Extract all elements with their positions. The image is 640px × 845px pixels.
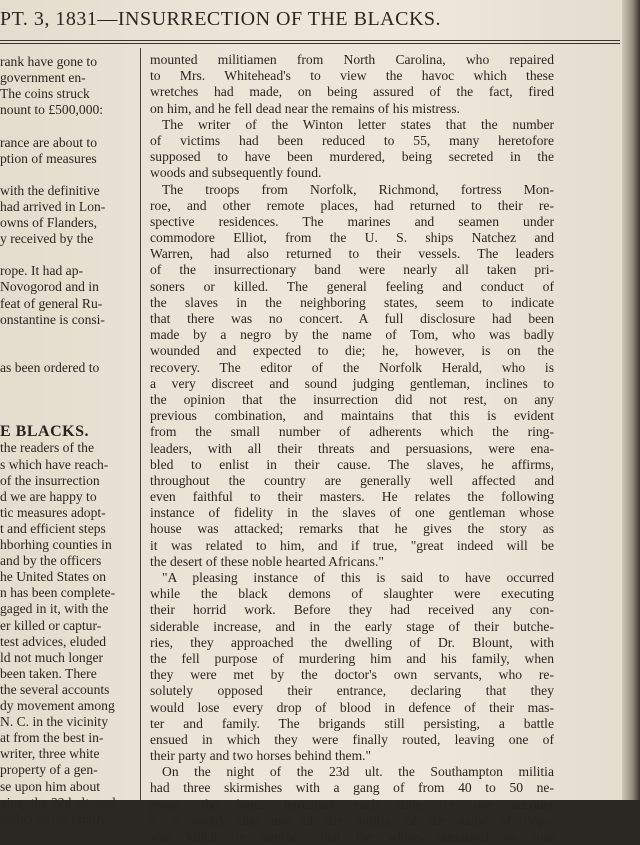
article-line: throughout the country are generally well affected and: [150, 472, 554, 488]
article-line: ries, they approached the dwelling of Dr. Blount, with: [150, 634, 554, 650]
left-column-line: dy movement among: [0, 698, 115, 713]
article-line: ensued in which they were finally routed, leaving one of: [150, 731, 554, 747]
left-column-line: rope. It had ap-: [0, 263, 84, 279]
left-column-line: onstantine is consi-: [0, 311, 105, 327]
left-column-line: er killed or captur-: [0, 617, 102, 633]
article-line: wretches had made, on being assured of the fact, fired: [150, 84, 554, 100]
article-line: a very discreet and sound judging gentleman, inclines to: [150, 375, 554, 391]
header-separator: —: [97, 8, 118, 30]
left-column-line: t and efficient steps: [0, 520, 106, 536]
left-column-line: with the definitive: [0, 182, 100, 198]
article-line: it was related to him, and if true, "great indeed will be: [150, 537, 554, 553]
left-column: [0, 50, 136, 826]
header-title: INSURRECTION OF THE BLACKS.: [117, 8, 442, 30]
article-line: the desert of these noble hearted Africans.": [150, 553, 384, 569]
article-line: their horrid work. Before they had received any con-: [150, 602, 554, 618]
article-line: the slaves in the neighboring states, seem to indicate: [150, 294, 554, 310]
left-column-line: ption of measures: [0, 150, 97, 166]
left-column-line: and by the officers: [0, 553, 102, 569]
left-column-line: hborhing counties in: [0, 537, 112, 552]
left-column-line: ning, the 22d ult. and: [0, 794, 116, 810]
article-line: that there was no concert. A full disclosure had been: [150, 311, 554, 326]
article-line: mounted militiamen from North Carolina, who repaired: [150, 52, 554, 67]
left-column-line: Novogorod and in: [0, 279, 99, 295]
left-column-line: as been ordered to: [0, 359, 100, 375]
left-column-line: d we are happy to: [0, 488, 97, 504]
article-line: spective residences. The marines and seamen under: [150, 213, 554, 229]
left-column-line: rance are about to: [0, 134, 97, 150]
left-column-line: s which have reach-: [0, 456, 109, 472]
left-column-line: N. C. in the vicinity: [0, 714, 108, 730]
left-column-line: ember of his family—: [0, 810, 121, 826]
article-line: commodore Elliot, from the U. S. ships Natchez and: [150, 230, 554, 246]
article-line: roe, and other remote places, had returned to their re-: [150, 197, 554, 213]
article-line: they were met by the doctor's own servants, who re-: [150, 667, 554, 683]
left-column-line: y received by the: [0, 231, 94, 247]
article-line: had three skirmishes with a gang of from 40 to 50 ne-: [150, 780, 554, 796]
left-column-line: at from the best in-: [0, 730, 104, 746]
article-line: would lose every drop of blood in defence of their mas-: [150, 699, 554, 715]
article-line: previous combination, and maintains that this is evident: [150, 408, 554, 424]
article-line: instance of fidelity in the slaves of one gentleman whose: [150, 505, 554, 521]
article-line: wounded and expected to die; he, however, is on the: [150, 343, 554, 359]
article-line: made by a negro by the name of Tom, who was badly: [150, 327, 554, 343]
article-line: to Mrs. Whitehead's to view the havoc which these: [150, 68, 554, 84]
article-line: bled to enlist in their cause. The slaves, he affirms,: [150, 456, 554, 472]
left-column-line: property of a gen-: [0, 762, 98, 778]
article-line: their party and two horses behind them.": [150, 748, 372, 764]
article-line: leaders, with all their threats and persuasions, were ena-: [150, 440, 554, 456]
left-column-line: tic measures adopt-: [0, 504, 106, 520]
article-line: of victims had been reduced to 55, many heretofore: [150, 132, 554, 148]
left-column-line: n has been complete-: [0, 585, 116, 601]
article-line: of the insurrectionary band were nearly all taken pri-: [150, 262, 554, 278]
article-line: Warren, had also returned to their vessels. The leaders: [150, 246, 554, 262]
article-line: even faithful to their masters. He relates the following: [150, 489, 554, 505]
article-line: recovery. The editor of the Norfolk Herald, who is: [150, 359, 554, 375]
left-column-line: owns of Flanders,: [0, 215, 98, 230]
left-column-line: been taken. There: [0, 665, 97, 681]
article-line: from the small number of adherents which the ring-: [150, 424, 554, 440]
header-rule: [0, 40, 620, 44]
article-line: house was attacked; remarks that he gives the story as: [150, 521, 554, 537]
page-edge-shadow: [622, 0, 640, 800]
article-line: woods and subsequently found.: [150, 165, 322, 181]
article-line: the opinion that the insurrection did not rest, on any: [150, 391, 554, 407]
page-header: [0, 8, 622, 38]
article-line: supposed to have been murdered, being secreted in the: [150, 149, 554, 165]
article-line: ter and family. The brigands still persisting, a battle: [150, 715, 554, 731]
left-column-line: ld not much longer: [0, 649, 104, 665]
left-column-line: government en-: [0, 70, 86, 86]
article-line: the fell purpose of murdering him and his family, when: [150, 650, 554, 666]
article-line: The troops from Norfolk, Richmond, fortress Mon-: [162, 181, 554, 197]
article-line: solutely opposed their entrance, declaring that they: [150, 683, 554, 699]
article-line: groes, the latter retreating each time. In one account: [150, 796, 554, 812]
article-line: siderable increase, and in the early stage of their butche-: [150, 618, 554, 634]
left-column-line: se upon him about: [0, 778, 101, 794]
article-line: soners or killed. The general feeling and conduct of: [150, 278, 554, 294]
left-column-line: the several accounts: [0, 681, 110, 697]
left-column-line: the readers of the: [0, 440, 94, 456]
right-column: [150, 52, 554, 845]
left-column-line: gaged in it, with the: [0, 601, 109, 617]
article-line: it is stated, that one of the militia, of the name of Pope,: [150, 812, 554, 828]
article-line: was killed, in another, that the whites sustained no loss: [150, 829, 554, 844]
left-column-line: rank have gone to: [0, 54, 98, 69]
header-date: PT. 3, 1831: [0, 8, 98, 30]
left-column-heading: E BLACKS.: [0, 423, 89, 441]
left-column-line: test advices, eluded: [0, 633, 107, 649]
left-column-line: had arrived in Lon-: [0, 198, 106, 214]
left-column-line: nount to £500,000:: [0, 102, 104, 118]
left-column-line: he United States on: [0, 569, 107, 585]
left-column-line: The coins struck: [0, 86, 90, 102]
left-column-line: writer, three white: [0, 746, 100, 762]
left-column-line: feat of general Ru-: [0, 295, 103, 311]
article-line: while the black demons of slaughter were executing: [150, 586, 554, 602]
left-column-line: of the insurrection: [0, 472, 100, 488]
article-line: On the night of the 23d ult. the Southampton militia: [162, 764, 554, 780]
article-line: The writer of the Winton letter states that the number: [162, 116, 554, 132]
article-line: "A pleasing instance of this is said to have occurred: [162, 570, 554, 585]
column-rule: [140, 48, 141, 800]
article-line: on him, and he fell dead near the remains of his mistress.: [150, 100, 460, 116]
